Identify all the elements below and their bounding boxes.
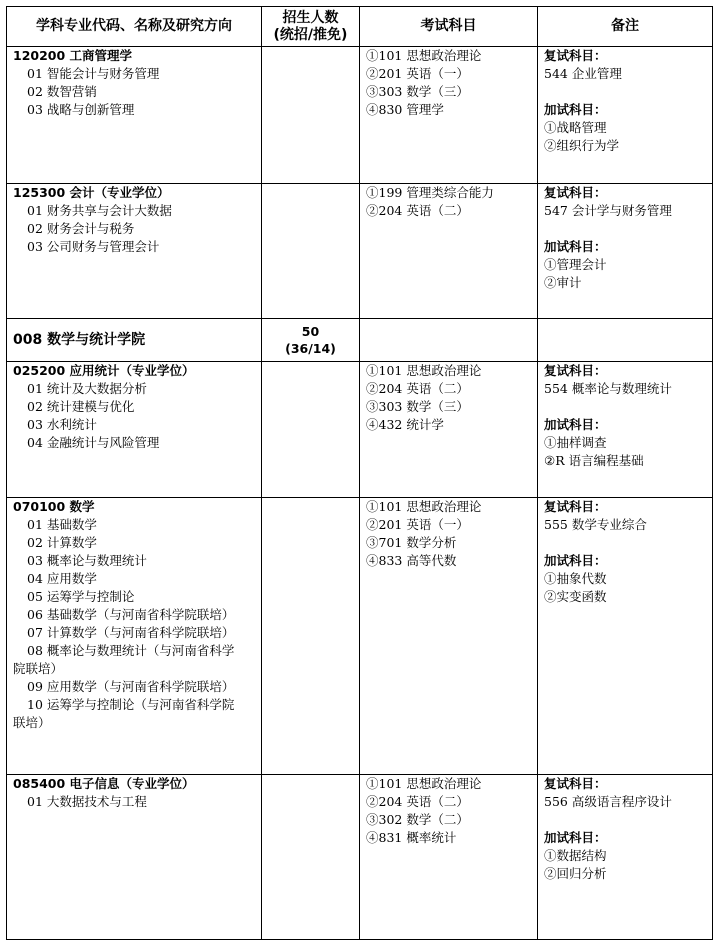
major-cell: [7, 362, 262, 498]
direction-item: 09 应用数学（与河南省科学院联培）: [27, 679, 235, 694]
retest-subject: 547 会计学与财务管理: [544, 203, 672, 218]
direction-item-continued: 联培）: [13, 715, 51, 730]
exams-cell: [360, 498, 538, 775]
direction-item: 01 智能会计与财务管理: [27, 66, 160, 81]
college-quota-total: 50: [301, 324, 320, 339]
notes-cell: [538, 498, 713, 775]
college-cell: [7, 319, 262, 362]
exams-cell: [360, 47, 538, 184]
header-quota-line2: (统招/推免): [273, 26, 348, 43]
direction-item: 03 公司财务与管理会计: [27, 239, 160, 254]
direction-item: 03 水利统计: [27, 417, 97, 432]
extra-item: ②审计: [544, 275, 582, 290]
direction-item: 01 大数据技术与工程: [27, 794, 147, 809]
exam-item: ④833 高等代数: [366, 553, 457, 568]
retest-subject: 544 企业管理: [544, 66, 622, 81]
major-title: 070100 数学: [13, 499, 95, 514]
exam-item: ①101 思想政治理论: [366, 776, 482, 791]
exams-cell: [360, 362, 538, 498]
college-quota-cell: [262, 319, 360, 362]
exam-item: ①101 思想政治理论: [366, 363, 482, 378]
table-row: [7, 184, 713, 319]
extra-label: 加试科目：: [544, 417, 607, 432]
extra-item: ①战略管理: [544, 120, 607, 135]
exam-item: ①101 思想政治理论: [366, 48, 482, 63]
extra-label: 加试科目：: [544, 102, 607, 117]
notes-cell: [538, 47, 713, 184]
extra-item: ①抽样调查: [544, 435, 607, 450]
direction-item: 10 运筹学与控制论（与河南省科学院: [27, 697, 235, 712]
notes-cell: [538, 319, 713, 362]
exam-item: ①101 思想政治理论: [366, 499, 482, 514]
exam-item: ③303 数学（三）: [366, 84, 469, 99]
direction-item-continued: 院联培）: [13, 661, 64, 676]
exam-item: ③701 数学分析: [366, 535, 457, 550]
direction-item: 04 应用数学: [27, 571, 97, 586]
direction-item: 01 基础数学: [27, 517, 97, 532]
exam-item: ②204 英语（二）: [366, 381, 469, 396]
major-cell: [7, 47, 262, 184]
direction-item: 04 金融统计与风险管理: [27, 435, 160, 450]
retest-label: 复试科目：: [544, 776, 607, 791]
table-row: [7, 362, 713, 498]
retest-label: 复试科目：: [544, 185, 607, 200]
direction-item: 03 概率论与数理统计: [27, 553, 147, 568]
direction-item: 07 计算数学（与河南省科学院联培）: [27, 625, 235, 640]
quota-cell: [262, 498, 360, 775]
extra-item: ②R 语言编程基础: [544, 453, 644, 468]
exam-item: ④432 统计学: [366, 417, 444, 432]
college-quota-split: (36/14): [285, 341, 336, 356]
extra-item: ②实变函数: [544, 589, 607, 604]
exams-cell: [360, 319, 538, 362]
extra-item: ①数据结构: [544, 848, 607, 863]
direction-item: 06 基础数学（与河南省科学院联培）: [27, 607, 235, 622]
major-cell: [7, 184, 262, 319]
retest-subject: 556 高级语言程序设计: [544, 794, 672, 809]
major-cell: [7, 775, 262, 940]
exam-item: ②204 英语（二）: [366, 794, 469, 809]
admissions-catalog-table: [6, 6, 713, 940]
extra-item: ①抽象代数: [544, 571, 607, 586]
exam-item: ②201 英语（一）: [366, 66, 469, 81]
retest-label: 复试科目：: [544, 48, 607, 63]
college-name: 008 数学与统计学院: [13, 332, 146, 348]
retest-label: 复试科目：: [544, 363, 607, 378]
direction-item: 02 统计建模与优化: [27, 399, 135, 414]
direction-item: 01 统计及大数据分析: [27, 381, 147, 396]
quota-cell: [262, 362, 360, 498]
direction-item: 03 战略与创新管理: [27, 102, 135, 117]
direction-item: 05 运筹学与控制论: [27, 589, 135, 604]
major-title: 025200 应用统计（专业学位）: [13, 363, 195, 378]
exam-item: ①199 管理类综合能力: [366, 185, 494, 200]
exam-item: ③303 数学（三）: [366, 399, 469, 414]
extra-label: 加试科目：: [544, 830, 607, 845]
major-title: 085400 电子信息（专业学位）: [13, 776, 195, 791]
retest-label: 复试科目：: [544, 499, 607, 514]
major-title: 120200 工商管理学: [13, 48, 133, 63]
extra-item: ②组织行为学: [544, 138, 620, 153]
direction-item: 02 数智营销: [27, 84, 97, 99]
exam-item: ③302 数学（二）: [366, 812, 469, 827]
major-title: 125300 会计（专业学位）: [13, 185, 170, 200]
notes-cell: [538, 775, 713, 940]
direction-item: 02 计算数学: [27, 535, 97, 550]
direction-item: 01 财务共享与会计大数据: [27, 203, 172, 218]
extra-label: 加试科目：: [544, 553, 607, 568]
extra-item: ①管理会计: [544, 257, 607, 272]
exam-item: ④831 概率统计: [366, 830, 457, 845]
table-row: [7, 775, 713, 940]
exams-cell: [360, 184, 538, 319]
exam-item: ④830 管理学: [366, 102, 444, 117]
table-header-row: [7, 7, 713, 47]
direction-item: 08 概率论与数理统计（与河南省科学: [27, 643, 235, 658]
extra-label: 加试科目：: [544, 239, 607, 254]
exam-item: ②204 英语（二）: [366, 203, 469, 218]
header-quota: [262, 7, 360, 47]
exams-cell: [360, 775, 538, 940]
college-row: [7, 319, 713, 362]
exam-item: ②201 英语（一）: [366, 517, 469, 532]
header-quota-line1: 招生人数: [282, 9, 339, 26]
header-notes: 备注: [538, 7, 713, 47]
major-cell: [7, 498, 262, 775]
notes-cell: [538, 184, 713, 319]
direction-item: 02 财务会计与税务: [27, 221, 135, 236]
notes-cell: [538, 362, 713, 498]
header-exams: 考试科目: [360, 7, 538, 47]
table-row: [7, 498, 713, 775]
extra-item: ②回归分析: [544, 866, 607, 881]
retest-subject: 555 数学专业综合: [544, 517, 647, 532]
quota-cell: [262, 775, 360, 940]
retest-subject: 554 概率论与数理统计: [544, 381, 672, 396]
table-row: [7, 47, 713, 184]
quota-cell: [262, 47, 360, 184]
quota-cell: [262, 184, 360, 319]
header-major: 学科专业代码、名称及研究方向: [7, 7, 262, 47]
